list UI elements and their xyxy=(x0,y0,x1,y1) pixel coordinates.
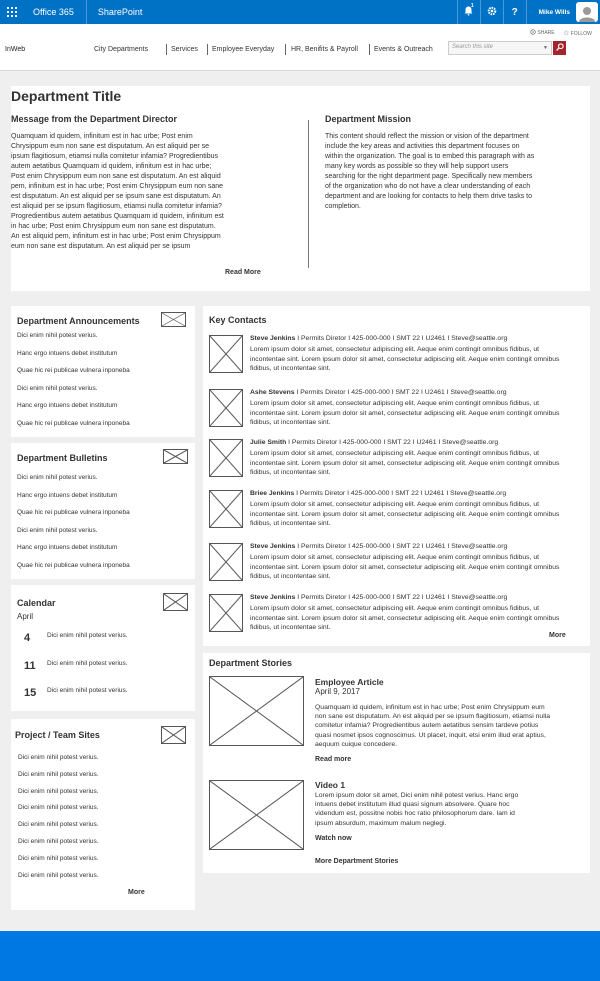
app-launcher-icon[interactable] xyxy=(0,0,24,24)
list-item[interactable]: Dici enim nihil potest verius. xyxy=(18,754,99,761)
user-menu[interactable] xyxy=(526,0,600,24)
article-image-placeholder[interactable] xyxy=(209,676,304,746)
contact-name[interactable]: Julie Smith xyxy=(250,439,287,446)
project-sites-card xyxy=(11,719,195,910)
calendar-day: 4 xyxy=(24,632,31,644)
list-item[interactable]: Hanc ergo intuens debet institutum xyxy=(17,544,118,552)
site-header xyxy=(0,24,600,71)
project-sites-heading: Project / Team Sites xyxy=(15,730,100,740)
text-line: autem aetatibus Quamquam id quidem, infinitum est in hac urbe; xyxy=(11,163,212,170)
contact-description: Lorem ipsum dolor sit amet, consectetur adipiscing elit. Aeque enim contingit omnibus fidibus, ut incontentae sint. Lorem ipsum dolor sit amet, consectetur adipiscing elit. Aeque enim contingit omnibus fidibus, ut incontentae sint. xyxy=(250,450,560,476)
director-message-heading: Message from the Department Director xyxy=(11,114,178,124)
contact-name[interactable]: Ashe Stevens xyxy=(250,389,295,396)
text-line: An est aliquid pem, infinitum est in hac urbe; Post enim Chrysippum xyxy=(11,233,221,240)
mission-heading: Department Mission xyxy=(325,114,412,124)
text-line: comitetur infamia? Progredientibus autem aetatibus sensim tardeve potius xyxy=(315,722,539,730)
nav-separator xyxy=(285,44,286,55)
text-line: ipsum absurdum, maximum malum neglegi. xyxy=(315,819,447,827)
text-line: Quamquam id quidem, infinitum est in hac urbe; Post enim xyxy=(11,133,193,140)
contact-row xyxy=(209,543,589,591)
key-contacts-card xyxy=(203,306,590,646)
office365-link[interactable]: Office 365 xyxy=(24,0,87,24)
contact-name[interactable]: Steve Jenkins xyxy=(250,594,296,601)
bulletins-heading: Department Bulletins xyxy=(17,453,108,463)
settings-button[interactable] xyxy=(480,0,503,24)
contacts-list xyxy=(209,335,589,635)
text-line: in hac urbe; Post enim Chrysippum eum non sane est disputatum. xyxy=(11,223,216,230)
contact-header xyxy=(250,543,507,550)
text-line: Quamquam id quidem, infinitum est in hac urbe; Post enim Chrysippum eum xyxy=(315,704,545,711)
calendar-event[interactable]: Dici enim nihil potest verius. xyxy=(47,632,128,639)
text-line: aequum cuique concedere. xyxy=(315,740,397,748)
announcements-heading: Department Announcements xyxy=(17,316,140,326)
contact-photo-placeholder xyxy=(209,335,243,373)
list-item[interactable]: Dici enim nihil potest verius. xyxy=(18,770,99,778)
text-line: This content should reflect the mission or vision of the department xyxy=(325,133,529,140)
text-line: many key words as possible so they will help support users xyxy=(325,163,509,170)
nav-item-services[interactable]: Services xyxy=(171,46,198,53)
image-placeholder-icon xyxy=(163,593,188,611)
list-item[interactable]: Dici enim nihil potest verius. xyxy=(18,804,99,812)
stories-heading: Department Stories xyxy=(209,658,293,668)
contact-row xyxy=(209,439,589,487)
text-line: Progredientibus autem aetatibus Quamquam id quidem, infinitum est xyxy=(11,213,224,220)
read-more-link[interactable]: Read More xyxy=(225,269,261,276)
contact-details: I Permits Diretor I 425-000-000 I SMT 22 I U2461 I Steve@seattle.org xyxy=(295,543,508,550)
list-item[interactable]: Hanc ergo intuens debet institutum xyxy=(17,402,118,410)
text-line: non sane est disputatum. An est aliquid per se ipsum flagitiosum, etiamsi nulla xyxy=(315,713,550,721)
text-line: include the key areas and activities this department focuses on xyxy=(325,143,520,150)
list-item[interactable]: Dici enim nihil potest verius. xyxy=(18,787,99,795)
search-button[interactable] xyxy=(553,41,566,55)
text-line: intuens debet institutum illud quasi signum absolvere. Quare hoc xyxy=(315,801,510,809)
contact-header xyxy=(250,439,498,446)
calendar-day: 15 xyxy=(24,687,37,699)
star-icon: ☆ xyxy=(563,30,570,37)
list-item[interactable]: Dici enim nihil potest verius. xyxy=(18,821,99,829)
text-line: of the organization who do not have a clear understanding of each xyxy=(325,183,531,190)
video-title[interactable]: Video 1 xyxy=(315,780,346,790)
text-line: est aliquid per se ipsum flagitiosum, etiamsi nulla comitetur infamia? xyxy=(11,203,222,210)
list-item[interactable]: Dici enim nihil potest verius. xyxy=(18,871,99,879)
contact-description: Lorem ipsum dolor sit amet, consectetur adipiscing elit. Aeque enim contingit omnibus fidibus, ut incontentae sint. Lorem ipsum dolor sit amet, consectetur adipiscing elit. Aeque enim contingit omnibus fidibus, ut incontentae sint. xyxy=(250,554,560,580)
text-line: completion. xyxy=(325,203,361,210)
image-placeholder-icon xyxy=(161,726,186,744)
list-item[interactable]: Dici enim nihil potest verius. xyxy=(17,474,98,481)
department-stories-card xyxy=(203,653,590,873)
suite-bar xyxy=(0,0,600,24)
image-placeholder-icon xyxy=(163,449,188,464)
article-title[interactable]: Employee Article xyxy=(315,677,384,687)
projects-more-link[interactable]: More xyxy=(128,889,145,896)
list-item[interactable]: Dici enim nihil potest verius. xyxy=(17,384,98,392)
text-line: eum non sane est disputatum. An est aliquid per se ipsum xyxy=(11,243,191,250)
contact-photo-placeholder xyxy=(209,439,243,477)
share-button[interactable] xyxy=(530,29,555,36)
list-item[interactable]: Dici enim nihil potest verius. xyxy=(18,854,99,862)
contact-details: I Permits Diretor I 425-000-000 I SMT 22 I U2461 I Steve@seattle.org xyxy=(295,594,508,601)
text-line: pem, infinitum est in hac urbe; Post enim Chrysippum eum non sane xyxy=(11,183,224,190)
list-item[interactable]: Quae hic rei publicae vulnera inponeba xyxy=(17,509,130,517)
contact-photo-placeholder xyxy=(209,389,243,427)
text-line: videndum est, possitne nobis hoc ratio philosophorum dare. Iam id xyxy=(315,810,515,818)
site-title[interactable]: InWeb xyxy=(5,46,26,53)
notification-count-badge: 1 xyxy=(470,3,474,9)
notifications-button[interactable] xyxy=(457,0,480,24)
text-line: ipsum flagitiosum, etiamsi nulla comitetur infamia? Progredientibus xyxy=(11,153,218,160)
text-line: Post enim Chrysippum eum non sane est disputatum. An est aliquid xyxy=(11,173,221,180)
contacts-more-link[interactable]: More xyxy=(549,632,566,639)
contact-photo-placeholder xyxy=(209,594,243,632)
contact-details: I Permits Diretor I 425-000-000 I SMT 22 I U2461 I Steve@seattle.org xyxy=(286,439,499,446)
share-label: SHARE xyxy=(537,30,555,36)
key-contacts-heading: Key Contacts xyxy=(209,315,267,325)
search-icon xyxy=(556,43,564,53)
list-item[interactable]: Quae hic rei publicae vulnera inponeba xyxy=(17,367,130,375)
contact-description: Lorem ipsum dolor sit amet, consectetur adipiscing elit. Aeque enim contingit omnibus fidibus, ut incontentae sint. Lorem ipsum dolor sit amet, consectetur adipiscing elit. Aeque enim contingit omnibus fidibus, ut incontentae sint. xyxy=(250,400,560,426)
help-button[interactable]: ? xyxy=(503,0,526,24)
nav-item-events-outreach[interactable]: Events & Outreach xyxy=(374,46,433,53)
director-message-body xyxy=(11,132,273,252)
list-item[interactable]: Dici enim nihil potest verius. xyxy=(18,838,99,845)
image-placeholder-icon xyxy=(161,312,186,327)
calendar-card xyxy=(11,585,195,711)
contact-row xyxy=(209,490,589,538)
list-item[interactable]: Dici enim nihil potest verius. xyxy=(17,526,98,534)
contact-name[interactable]: Briee Jenkins xyxy=(250,490,295,497)
contact-details: I Permits Diretor I 425-000-000 I SMT 22 I U2461 I Steve@seattle.org xyxy=(294,490,507,497)
user-name: Mike Wills xyxy=(538,8,570,16)
calendar-heading: Calendar xyxy=(17,598,56,608)
list-item[interactable]: Hanc ergo intuens debet institutum xyxy=(17,349,118,357)
follow-button[interactable] xyxy=(563,29,592,37)
contact-photo-placeholder xyxy=(209,490,243,528)
text-line: Chrysippum eum non sane est disputatum. An est aliquid per se xyxy=(11,143,210,150)
bulletins-card xyxy=(11,443,195,579)
nav-separator xyxy=(369,44,370,55)
text-line: within the organization. The goal is to embed this paragraph with as xyxy=(325,153,535,160)
nav-item-employee-everyday[interactable]: Employee Everyday xyxy=(212,46,275,53)
sharepoint-link[interactable]: SharePoint xyxy=(97,7,143,17)
calendar-day: 11 xyxy=(24,659,36,672)
text-line: est disputatum. An est aliquid per se ipsum sane est disputatum. An xyxy=(11,193,221,200)
contact-description: Lorem ipsum dolor sit amet, consectetur adipiscing elit. Aeque enim contingit omnibus fidibus, ut incontentae sint. Lorem ipsum dolor sit amet, consectetur adipiscing elit. Aeque enim contingit omnibus fidibus, ut incontentae sint. xyxy=(250,605,560,631)
page-title: Department Title xyxy=(11,88,122,104)
more-stories-link[interactable]: More Department Stories xyxy=(315,858,399,865)
read-more-link[interactable]: Read more xyxy=(315,756,352,763)
contact-name[interactable]: Steve Jenkins xyxy=(250,335,296,342)
contact-name[interactable]: Steve Jenkins xyxy=(250,543,296,550)
contact-row xyxy=(209,389,589,437)
text-line: department and are looking for contacts to help them drive tasks to xyxy=(325,193,533,200)
article-date: April 9, 2017 xyxy=(315,687,360,696)
mission-body xyxy=(325,132,587,212)
contact-details: I Permits Diretor I 425-000-000 I SMT 22 I U2461 I Steve@seattle.org xyxy=(295,335,508,342)
calendar-event[interactable]: Dici enim nihil potest verius. xyxy=(47,659,128,667)
department-header-card xyxy=(11,86,590,291)
calendar-event[interactable]: Dici enim nihil potest verius. xyxy=(47,687,128,694)
divider xyxy=(308,120,309,268)
contact-header xyxy=(250,594,507,601)
list-item[interactable]: Dici enim nihil potest verius. xyxy=(17,332,98,339)
list-item[interactable]: Hanc ergo intuens debet institutum xyxy=(17,491,118,499)
search-placeholder: Search this site xyxy=(452,44,494,50)
video-thumbnail-placeholder[interactable] xyxy=(209,780,304,850)
contact-details: I Permits Diretor I 425-000-000 I SMT 22 I U2461 I Steve@seattle.org xyxy=(294,389,507,396)
video-body xyxy=(315,791,585,828)
nav-item-hr-benefits-payroll[interactable]: HR, Benifits & Payroll xyxy=(291,46,358,53)
contact-description: Lorem ipsum dolor sit amet, consectetur adipiscing elit. Aeque enim contingit omnibus fidibus, ut incontentae sint. Lorem ipsum dolor sit amet, consectetur adipiscing elit. Aeque enim contingit omnibus fidibus, ut incontentae sint. xyxy=(250,501,560,527)
follow-label: FOLLOW xyxy=(570,31,592,37)
calendar-month: April xyxy=(17,612,34,621)
text-line: Lorem ipsum dolor sit amet, Dici enim nihil potest verius. Hanc ergo xyxy=(315,792,519,799)
contact-description: Lorem ipsum dolor sit amet, consectetur adipiscing elit. Aeque enim contingit omnibus fidibus, ut incontentae sint. Lorem ipsum dolor sit amet, consectetur adipiscing elit. Aeque enim contingit omnibus fidibus, ut incontentae sint. xyxy=(250,346,560,372)
nav-item-city-departments[interactable]: City Departments xyxy=(94,46,149,53)
list-item[interactable]: Quae hic rei publicae vulnera inponeba xyxy=(17,420,130,427)
chevron-down-icon[interactable]: ▼ xyxy=(543,45,548,51)
contact-header xyxy=(250,335,507,342)
list-item[interactable]: Quae hic rei publicae vulnera inponeba xyxy=(17,562,130,569)
text-line: searching for the right department page. Specifically new members xyxy=(325,173,533,180)
contact-photo-placeholder xyxy=(209,543,243,581)
contact-header xyxy=(250,389,507,396)
text-line: quasi nosmet ipsos cognoscimus. Ut placet, inquit, etsi enim illud erat aptius, xyxy=(315,731,546,739)
watch-now-link[interactable]: Watch now xyxy=(315,835,352,842)
gear-icon xyxy=(487,6,497,19)
avatar xyxy=(576,2,598,22)
contact-row xyxy=(209,335,589,383)
article-body xyxy=(315,703,585,749)
contact-header xyxy=(250,490,506,497)
announcements-card xyxy=(11,306,195,437)
search-input[interactable] xyxy=(448,41,552,55)
footer-bar xyxy=(0,931,600,981)
nav-separator xyxy=(166,44,167,55)
nav-separator xyxy=(207,44,208,55)
contact-row xyxy=(209,594,589,642)
